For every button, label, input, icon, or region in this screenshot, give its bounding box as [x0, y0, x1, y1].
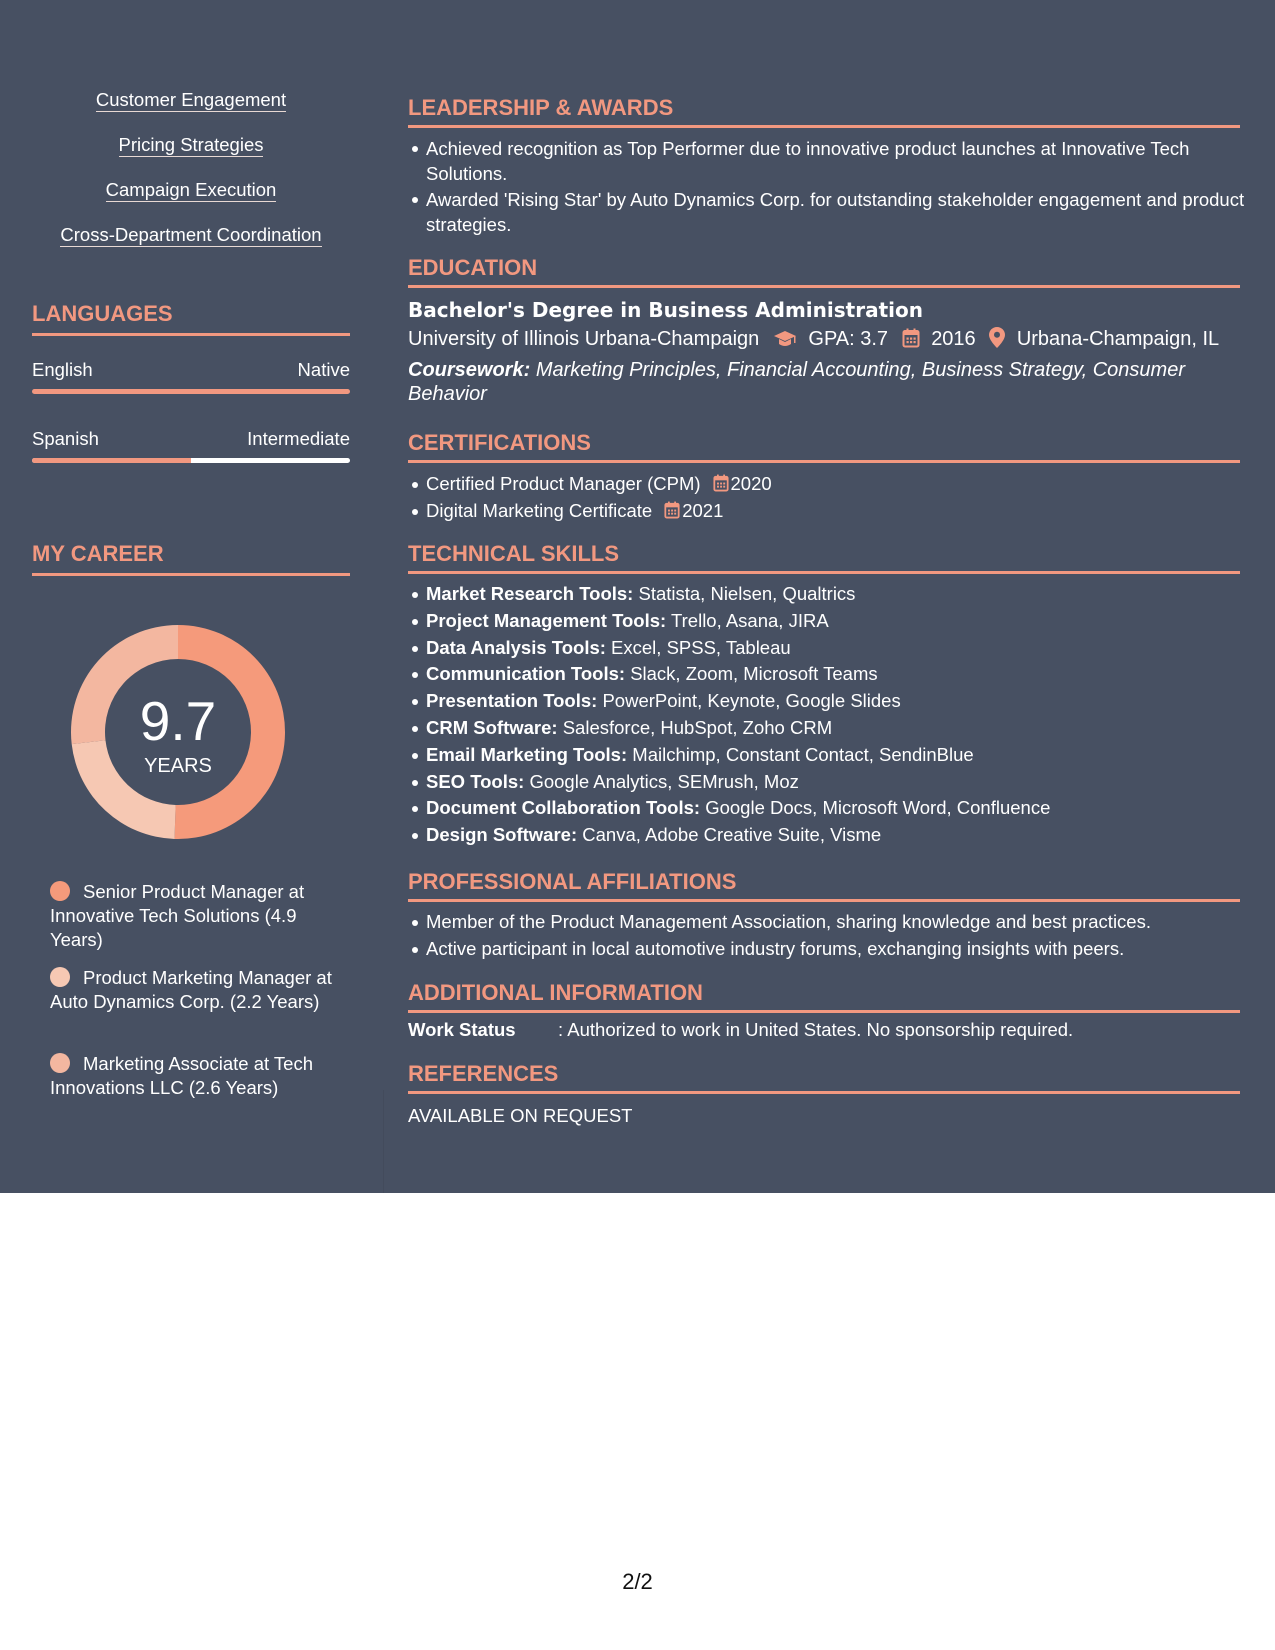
- list-item: [426, 769, 1258, 796]
- language-proficiency-fill: [32, 389, 350, 394]
- skill-category: SEO Tools:: [426, 770, 525, 792]
- skill-link[interactable]: [32, 178, 350, 202]
- coursework-text: Marketing Principles, Financial Accounting, Business Strategy, Consumer Behavior: [408, 359, 1185, 405]
- skill-tools: Slack, Zoom, Microsoft Teams: [630, 663, 878, 685]
- career-total-unit: YEARS: [144, 755, 212, 777]
- calendar-icon: [902, 328, 920, 348]
- language-proficiency-bar: [32, 389, 350, 394]
- skill-category: Presentation Tools:: [426, 690, 598, 712]
- school-location: Urbana-Champaign, IL: [1016, 328, 1220, 350]
- legend-dot: [50, 1053, 70, 1073]
- skill-category: Design Software:: [426, 824, 578, 846]
- affiliations-heading: PROFESSIONAL AFFILIATIONS: [408, 868, 1240, 902]
- languages-heading: LANGUAGES: [32, 300, 350, 336]
- leadership-heading: LEADERSHIP & AWARDS: [408, 94, 1240, 128]
- career-item-label: Senior Product Manager at Innovative Tech Solutions (4.9 Years): [50, 881, 305, 950]
- gpa: GPA: 3.7: [808, 328, 889, 350]
- column-divider: [383, 1090, 384, 1193]
- skill-category: Data Analysis Tools:: [426, 636, 606, 658]
- career-legend-item: [50, 1052, 340, 1100]
- calendar-icon: [713, 474, 729, 492]
- technical-skills-heading: TECHNICAL SKILLS: [408, 540, 1240, 574]
- skill-category: Project Management Tools:: [426, 609, 667, 631]
- references-heading: REFERENCES: [408, 1060, 1240, 1094]
- language-level: Intermediate: [247, 428, 350, 449]
- work-status: [408, 1018, 1073, 1042]
- additional-info-heading: ADDITIONAL INFORMATION: [408, 979, 1240, 1013]
- list-item: [426, 608, 1258, 635]
- list-item: [426, 581, 1258, 608]
- education-meta: [408, 326, 1219, 352]
- list-item: [426, 742, 1258, 769]
- skill-tools: Statista, Nielsen, Qualtrics: [638, 583, 856, 604]
- technical-skills-list: [408, 581, 1258, 849]
- skill-tools: Google Analytics, SEMrush, Moz: [529, 770, 799, 792]
- list-item: [426, 661, 1258, 688]
- skill-category: Market Research Tools:: [426, 583, 634, 604]
- cert-name: Certified Product Manager (CPM): [426, 473, 701, 494]
- list-item: [426, 688, 1258, 715]
- language-row: [32, 358, 350, 382]
- list-item: [426, 795, 1258, 822]
- work-status-value: : Authorized to work in United States. No sponsorship required.: [558, 1019, 1074, 1040]
- coursework: [408, 358, 1188, 406]
- skill-tools: Salesforce, HubSpot, Zoho CRM: [562, 716, 833, 738]
- list-item: [426, 498, 1258, 525]
- education-heading: EDUCATION: [408, 254, 1240, 288]
- certifications-list: [408, 471, 1258, 525]
- career-total-years: 9.7: [139, 690, 217, 752]
- coursework-label: Coursework:: [408, 359, 531, 381]
- calendar-icon: [664, 501, 680, 519]
- leadership-list: [408, 136, 1258, 237]
- cert-name: Digital Marketing Certificate: [426, 499, 653, 521]
- skill-label: Campaign Execution: [105, 179, 277, 200]
- skill-category: Email Marketing Tools:: [426, 743, 628, 765]
- certifications-heading: CERTIFICATIONS: [408, 429, 1240, 463]
- skill-label: Customer Engagement: [95, 89, 287, 110]
- map-pin-icon: [989, 327, 1005, 348]
- career-legend-item: [50, 880, 340, 952]
- career-heading: MY CAREER: [32, 540, 350, 576]
- career-legend-item: [50, 966, 340, 1014]
- list-item: Achieved recognition as Top Performer due to innovative product launches at Innovative Tech Solutions.: [426, 136, 1258, 186]
- list-item: Active participant in local automotive industry forums, exchanging insights with peers.: [426, 936, 1258, 963]
- language-proficiency-bar: [32, 458, 350, 463]
- skill-tools: Excel, SPSS, Tableau: [611, 636, 791, 658]
- list-item: Member of the Product Management Association, sharing knowledge and best practices.: [426, 909, 1258, 936]
- skill-category: Document Collaboration Tools:: [426, 797, 701, 819]
- skill-tools: Mailchimp, Constant Contact, SendinBlue: [632, 743, 974, 765]
- skill-label: Pricing Strategies: [118, 134, 264, 155]
- work-status-label: Work Status: [408, 1019, 516, 1040]
- page-number: 2/2: [622, 1569, 653, 1594]
- language-level: Native: [297, 359, 350, 380]
- language-name: English: [32, 359, 93, 380]
- language-row: [32, 427, 350, 451]
- language-name: Spanish: [32, 428, 99, 449]
- skill-category: CRM Software:: [426, 716, 558, 738]
- skill-link[interactable]: [32, 223, 350, 247]
- career-item-label: Product Marketing Manager at Auto Dynamics Corp. (2.2 Years): [50, 967, 332, 1012]
- graduation-year: 2016: [931, 328, 976, 350]
- cert-year: 2021: [682, 499, 724, 521]
- legend-dot: [50, 967, 70, 987]
- cert-year: 2020: [730, 473, 772, 494]
- school-name: University of Illinois Urbana-Champaign: [408, 328, 760, 350]
- list-item: [426, 635, 1258, 662]
- references-text: AVAILABLE ON REQUEST: [408, 1105, 633, 1126]
- skill-label: Cross-Department Coordination: [60, 224, 322, 245]
- list-item: [426, 715, 1258, 742]
- skill-tools: PowerPoint, Keynote, Google Slides: [602, 690, 901, 712]
- career-item-label: Marketing Associate at Tech Innovations LLC (2.6 Years): [50, 1053, 314, 1098]
- skill-category: Communication Tools:: [426, 663, 626, 685]
- list-item: [426, 471, 1258, 498]
- list-item: Awarded 'Rising Star' by Auto Dynamics Corp. for outstanding stakeholder engagement and product strategies.: [426, 187, 1258, 237]
- skill-link[interactable]: [32, 88, 350, 112]
- degree-title: Bachelor's Degree in Business Administration: [408, 298, 923, 322]
- affiliations-list: [408, 909, 1258, 963]
- skill-tools: Google Docs, Microsoft Word, Confluence: [705, 797, 1051, 819]
- legend-dot: [50, 881, 70, 901]
- skill-tools: Trello, Asana, JIRA: [671, 609, 829, 631]
- skill-link[interactable]: [32, 133, 350, 157]
- graduation-cap-icon: [773, 330, 797, 348]
- list-item: [426, 822, 1258, 849]
- language-proficiency-fill: [32, 458, 191, 463]
- skill-tools: Canva, Adobe Creative Suite, Visme: [582, 824, 882, 846]
